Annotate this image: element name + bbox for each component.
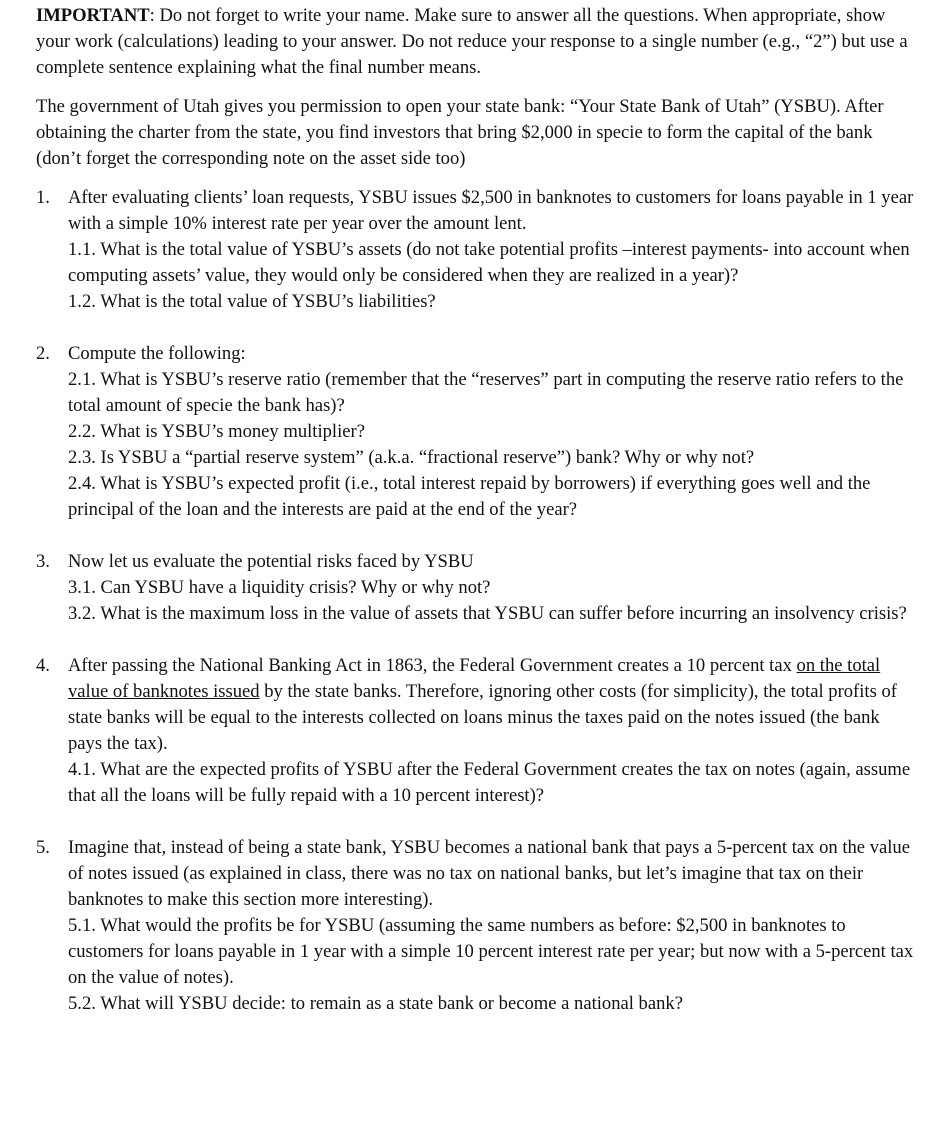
question-5 bbox=[36, 835, 916, 1017]
sub-question-4-1: 4.1. What are the expected profits of YSBU after the Federal Government creates the tax on notes (again, assume that all the loans will be fully repaid with a 10 percent interest)? bbox=[68, 759, 911, 806]
important-label: IMPORTANT bbox=[36, 5, 150, 26]
question-4 bbox=[36, 653, 916, 809]
document-page bbox=[36, 3, 916, 1017]
question-3 bbox=[36, 549, 916, 627]
instructions-paragraph bbox=[36, 3, 916, 81]
sub-question-1-2: 1.2. What is the total value of YSBU’s liabilities? bbox=[68, 291, 436, 312]
sub-question-5-1: 5.1. What would the profits be for YSBU (assuming the same numbers as before: $2,500 in banknotes to customers for loans payable in 1 year with a simple 10 percent interest rate per year; but now with a 5-percent tax on the value of notes). bbox=[68, 915, 914, 988]
question-list bbox=[36, 185, 916, 1017]
question-text: Compute the following: bbox=[68, 343, 246, 364]
question-text bbox=[68, 653, 916, 757]
question-number: 4. bbox=[36, 655, 50, 676]
question-text: Now let us evaluate the potential risks faced by YSBU bbox=[68, 551, 474, 572]
underlined-phrase: on the total value of banknotes issued bbox=[68, 655, 881, 702]
sub-question-5-2: 5.2. What will YSBU decide: to remain as a state bank or become a national bank? bbox=[68, 993, 683, 1014]
sub-question-2-3: 2.3. Is YSBU a “partial reserve system” (a.k.a. “fractional reserve”) bank? Why or why not? bbox=[68, 447, 755, 468]
sub-question-1-1: 1.1. What is the total value of YSBU’s assets (do not take potential profits –interest payments- into account when computing assets’ value, they would only be considered when they are realized in a year)? bbox=[68, 239, 910, 286]
question-2 bbox=[36, 341, 916, 523]
question-text: After evaluating clients’ loan requests, YSBU issues $2,500 in banknotes to customers for loans payable in 1 year with a simple 10% interest rate per year over the amount lent. bbox=[68, 187, 914, 234]
instructions-text: : Do not forget to write your name. Make sure to answer all the questions. When appropriate, show your work (calculations) leading to your answer. Do not reduce your response to a single number (e.g., “2”) but use a complete sentence explaining what the final number means. bbox=[36, 5, 908, 78]
question-number: 2. bbox=[36, 343, 50, 364]
scenario-paragraph: The government of Utah gives you permission to open your state bank: “Your State Bank of Utah” (YSBU). After obtaining the charter from the state, you find investors that bring $2,000 in specie to form the capital of the bank (don’t forget the corresponding note on the asset side too) bbox=[36, 96, 884, 169]
sub-question-2-4: 2.4. What is YSBU’s expected profit (i.e., total interest repaid by borrowers) if everything goes well and the principal of the loan and the interests are paid at the end of the year? bbox=[68, 473, 871, 520]
sub-question-2-1: 2.1. What is YSBU’s reserve ratio (remember that the “reserves” part in computing the reserve ratio refers to the total amount of specie the bank has)? bbox=[68, 369, 904, 416]
sub-question-3-2: 3.2. What is the maximum loss in the value of assets that YSBU can suffer before incurring an insolvency crisis? bbox=[68, 603, 907, 624]
question-number: 1. bbox=[36, 187, 50, 208]
question-text-start: After passing the National Banking Act in 1863, the Federal Government creates a 10 percent tax bbox=[68, 655, 797, 676]
question-number: 3. bbox=[36, 551, 50, 572]
question-text-end: by the state banks. Therefore, ignoring other costs (for simplicity), the total profits of state banks will be equal to the interests collected on loans minus the taxes paid on the notes issued (the bank pays the tax). bbox=[68, 681, 897, 754]
sub-question-3-1: 3.1. Can YSBU have a liquidity crisis? Why or why not? bbox=[68, 577, 491, 598]
question-1 bbox=[36, 185, 916, 315]
sub-question-2-2: 2.2. What is YSBU’s money multiplier? bbox=[68, 421, 365, 442]
question-number: 5. bbox=[36, 837, 50, 858]
question-text: Imagine that, instead of being a state bank, YSBU becomes a national bank that pays a 5-percent tax on the value of notes issued (as explained in class, there was no tax on national banks, but let’s imagine that tax on their banknotes to make this section more interesting). bbox=[68, 837, 910, 910]
